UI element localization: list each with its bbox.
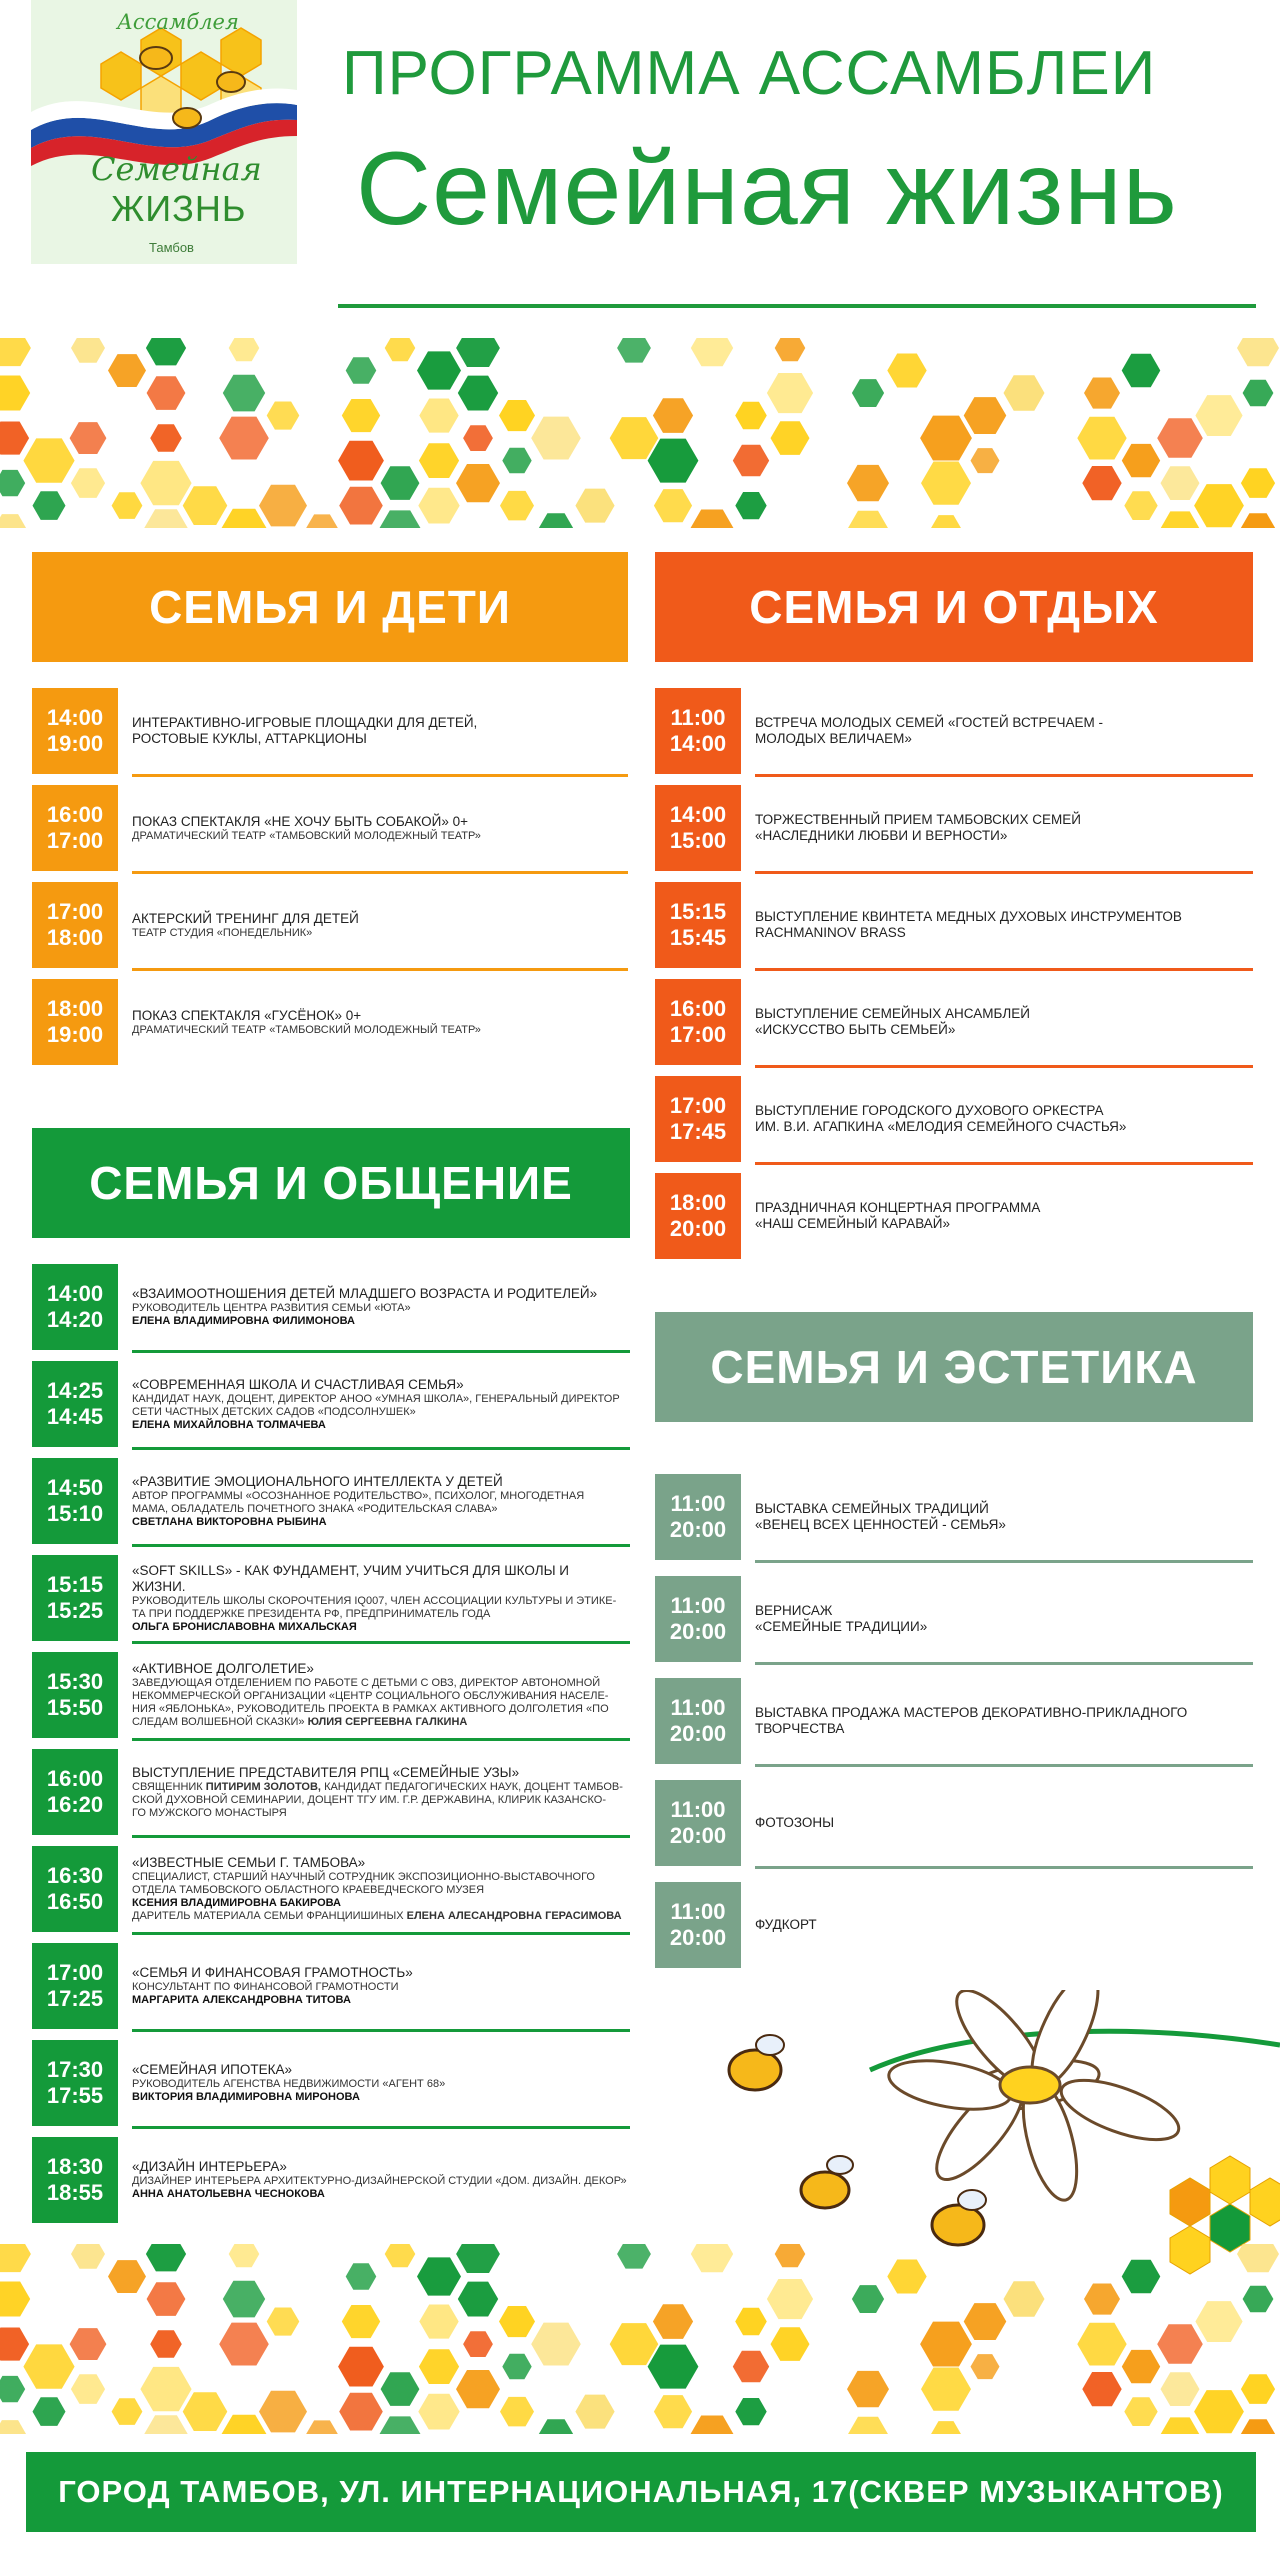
time-block: 17:00 17:25 bbox=[32, 1943, 118, 2029]
honeycomb-pattern-bottom bbox=[0, 2244, 1280, 2434]
section-header-obshchenie: СЕМЬЯ И ОБЩЕНИЕ bbox=[32, 1128, 630, 1238]
section-header-estetika: СЕМЬЯ И ЭСТЕТИКА bbox=[655, 1312, 1253, 1422]
time-block: 14:50 15:10 bbox=[32, 1458, 118, 1544]
time-block: 11:00 20:00 bbox=[655, 1882, 741, 1968]
honeycomb-pattern-top bbox=[0, 338, 1280, 528]
footer-address: ГОРОД ТАМБОВ, УЛ. ИНТЕРНАЦИОНАЛЬНАЯ, 17(СКВЕР МУЗЫКАНТОВ) bbox=[26, 2452, 1256, 2532]
flower-bees-illustration-icon bbox=[700, 1990, 1280, 2280]
logo-top-text: Ассамблея bbox=[117, 10, 239, 34]
time-block: 14:00 15:00 bbox=[655, 785, 741, 871]
time-block: 17:30 17:55 bbox=[32, 2040, 118, 2126]
time-block: 16:30 16:50 bbox=[32, 1846, 118, 1932]
logo-mid-text: Семейная bbox=[91, 150, 262, 188]
page-title-line1: ПРОГРАММА АССАМБЛЕИ bbox=[342, 39, 1157, 108]
time-block: 11:00 20:00 bbox=[655, 1780, 741, 1866]
time-block: 11:00 14:00 bbox=[655, 688, 741, 774]
logo-city-text: Тамбов bbox=[149, 240, 194, 255]
time-block: 11:00 20:00 bbox=[655, 1576, 741, 1662]
time-block: 14:00 14:20 bbox=[32, 1264, 118, 1350]
time-block: 15:15 15:25 bbox=[32, 1555, 118, 1641]
assembly-logo bbox=[31, 0, 297, 264]
honeycomb-pattern-icon bbox=[0, 338, 1280, 528]
section-header-otdyh: СЕМЬЯ И ОТДЫХ bbox=[655, 552, 1253, 662]
time-block: 14:25 14:45 bbox=[32, 1361, 118, 1447]
time-block: 18:00 20:00 bbox=[655, 1173, 741, 1259]
time-block: 11:00 20:00 bbox=[655, 1474, 741, 1560]
logo-big-text: ЖИЗНЬ bbox=[111, 188, 247, 229]
title-divider bbox=[338, 304, 1256, 308]
time-block: 17:00 18:00 bbox=[32, 882, 118, 968]
time-block: 15:30 15:50 bbox=[32, 1652, 118, 1738]
time-block: 11:00 20:00 bbox=[655, 1678, 741, 1764]
honeycomb-pattern-icon bbox=[0, 2244, 1280, 2434]
time-block: 15:15 15:45 bbox=[655, 882, 741, 968]
time-block: 18:30 18:55 bbox=[32, 2137, 118, 2223]
time-block: 16:00 17:00 bbox=[32, 785, 118, 871]
page-title-line2: Семейная жизнь bbox=[356, 131, 1178, 247]
time-block: 17:00 17:45 bbox=[655, 1076, 741, 1162]
time-block: 16:00 16:20 bbox=[32, 1749, 118, 1835]
time-block: 16:00 17:00 bbox=[655, 979, 741, 1065]
section-header-deti: СЕМЬЯ И ДЕТИ bbox=[32, 552, 628, 662]
time-block: 18:00 19:00 bbox=[32, 979, 118, 1065]
time-block: 14:00 19:00 bbox=[32, 688, 118, 774]
